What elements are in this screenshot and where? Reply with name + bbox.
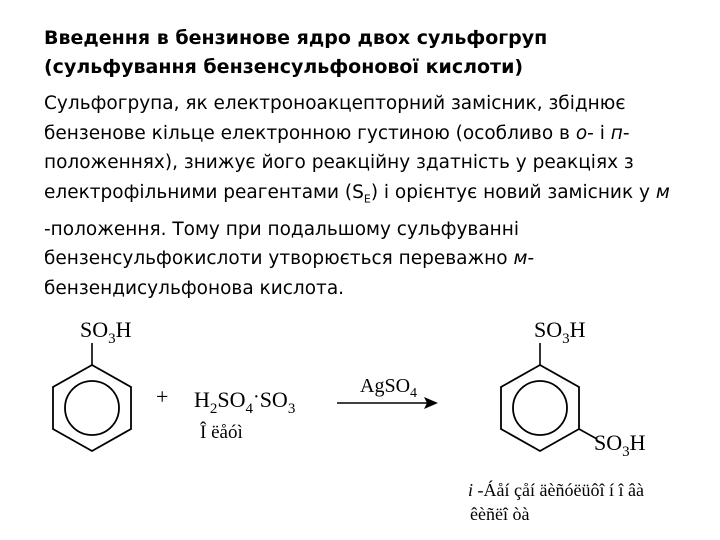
body-text-3: -положеннях), знижує його реакційну здатність у реакціях з електрофільними реагентами (S [44,122,634,204]
reactant-so3h-label: $SO_3H$ [80,317,132,347]
product-so3h-meta: $SO_3H$ [594,430,646,460]
para-letter: п [610,122,623,144]
product-caption-line1: i -Áåí çåí äèñóëüôî í î âà [468,480,644,500]
slide-title: Введення в бензинове ядро двох сульфогруп (сульфування бензенсульфонової кислоти) [44,27,548,78]
product-benzene-ring [501,365,579,451]
subscript-e: E [363,192,371,206]
body-paragraph [44,89,704,304]
product-aromatic-circle [513,381,567,435]
catalyst-label: AgSO$_4$ [360,375,418,401]
reagent-note: Î ëåóì [200,422,243,443]
reaction-scheme [0,300,720,540]
meta-letter-2: м [513,248,528,270]
body-text-5: -положення. Тому при подальшому сульфуванні бензенсульфокислоти утворюється переважно [44,218,519,270]
reaction-arrow [337,397,438,409]
product-so3h-top: $SO_3H$ [534,317,586,347]
reactant-benzene-ring [53,365,131,451]
body-text-4: ) і орієнтує новий замісник у [370,182,656,204]
body-text-2: - і [587,122,611,144]
reagent-formula: $H_2SO_4\cdot SO_3$ [194,386,296,417]
meta-letter: м [655,182,670,204]
ortho-letter: о [575,122,588,144]
plus-sign: + [156,384,169,409]
aromatic-circle [65,381,119,435]
body-text-6: -бензендисульфонова кислота. [44,248,535,299]
body-text-1: Сульфогрупа, як електроноакцепторний замісник, збіднює бензенове кільце електронною густиною (особливо в [44,93,626,144]
product-caption-line2: êèñëî òà [470,504,530,524]
